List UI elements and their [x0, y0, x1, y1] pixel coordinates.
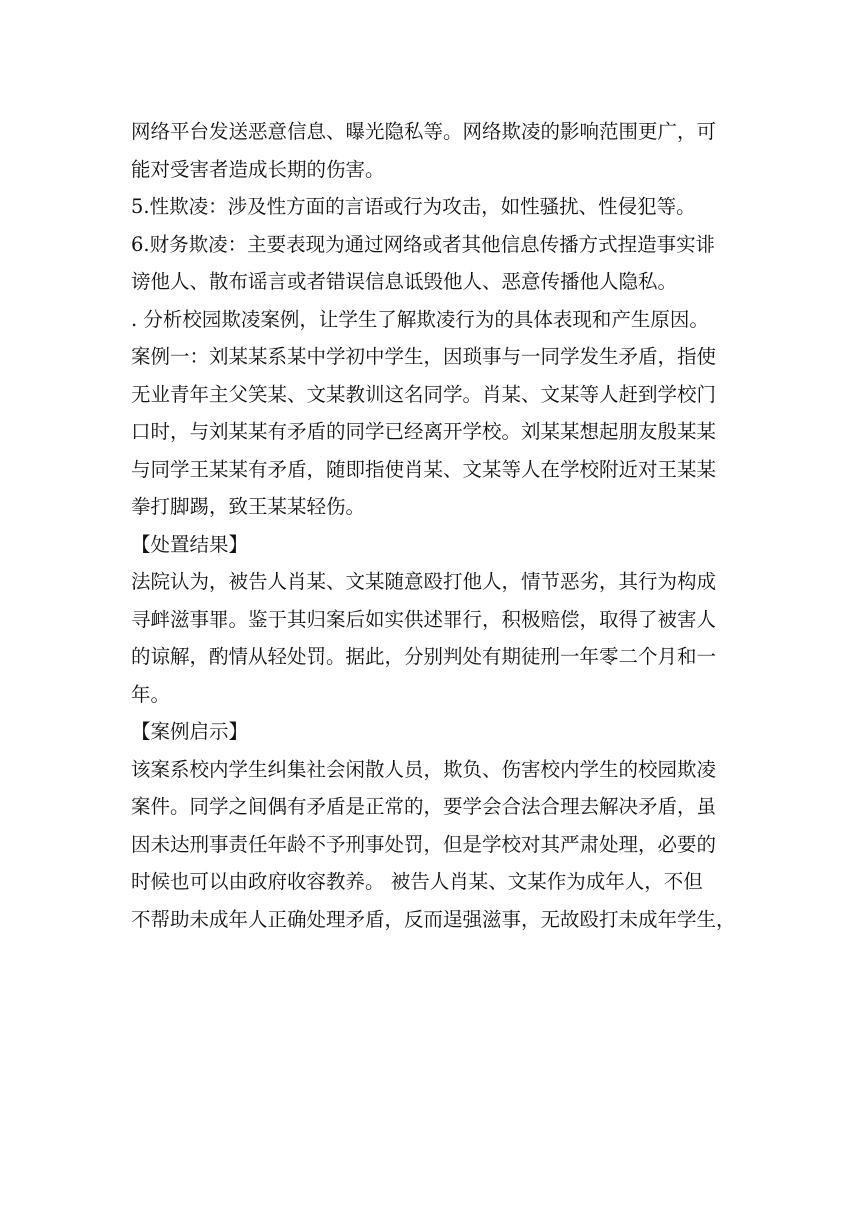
text-line: 口时，与刘某某有矛盾的同学已经离开学校。刘某某想起朋友殷某某 [131, 420, 717, 443]
text-line: 不帮助未成年人正确处理矛盾，反而逞强滋事，无故殴打未成年学生， [131, 907, 736, 931]
paragraph-verdict [131, 563, 731, 713]
text-line: 时候也可以由政府收容教养。 被告人肖某、文某作为成年人，不但 [131, 870, 703, 893]
paragraph-financial-bullying [131, 226, 731, 301]
text-line: 无业青年主父笑某、文某教训这名同学。肖某、文某等人赶到学校门 [131, 382, 717, 406]
paragraph-cyberbullying-continued [131, 113, 731, 188]
text-line: 谤他人、散布谣言或者错误信息诋毁他人、恶意传播他人隐私。 [131, 270, 678, 293]
section-heading-lesson [131, 713, 731, 751]
text-line: 网络平台发送恶意信息、曝光隐私等。网络欺凌的影响范围更广，可 [131, 120, 717, 143]
document-body [131, 113, 736, 938]
text-line: 案例一：刘某某系某中学初中学生，因琐事与一同学发生矛盾，指使 [131, 345, 717, 368]
paragraph-lesson [131, 751, 736, 939]
section-heading-verdict [131, 526, 731, 564]
heading-text: 【处置结果】 [131, 532, 249, 556]
text-line: . 分析校园欺凌案例，让学生了解欺凌行为的具体表现和产生原因。 [131, 307, 709, 331]
text-line: 6.财务欺凌：主要表现为通过网络或者其他信息传播方式捏造事实诽 [131, 232, 716, 256]
text-line: 法院认为，被告人肖某、文某随意殴打他人，情节恶劣，其行为构成 [131, 570, 717, 593]
text-line: 案件。同学之间偶有矛盾是正常的，要学会合法合理去解决矛盾，虽 [131, 795, 717, 818]
paragraph-analysis-intro [131, 301, 731, 339]
text-line: 因未达刑事责任年龄不予刑事处罚，但是学校对其严肃处理，必要的 [131, 832, 717, 856]
text-line: 拳打脚踢，致王某某轻伤。 [131, 495, 366, 518]
text-line: 年。 [131, 682, 171, 706]
text-line: 寻衅滋事罪。鉴于其归案后如实供述罪行，积极赔偿，取得了被害人 [131, 607, 717, 631]
paragraph-case-one [131, 338, 731, 526]
text-line: 与同学王某某有矛盾，随即指使肖某、文某等人在学校附近对王某某 [131, 457, 717, 481]
text-line: 能对受害者造成长期的伤害。 [131, 157, 385, 181]
text-line: 5.性欺凌：涉及性方面的言语或行为攻击，如性骚扰、性侵犯等。 [131, 195, 696, 218]
paragraph-sexual-bullying [131, 188, 731, 226]
heading-text: 【案例启示】 [131, 720, 249, 743]
text-line: 该案系校内学生纠集社会闲散人员，欺负、伤害校内学生的校园欺凌 [131, 757, 717, 781]
text-line: 的谅解，酌情从轻处罚。据此，分别判处有期徒刑一年零二个月和一 [131, 645, 717, 668]
